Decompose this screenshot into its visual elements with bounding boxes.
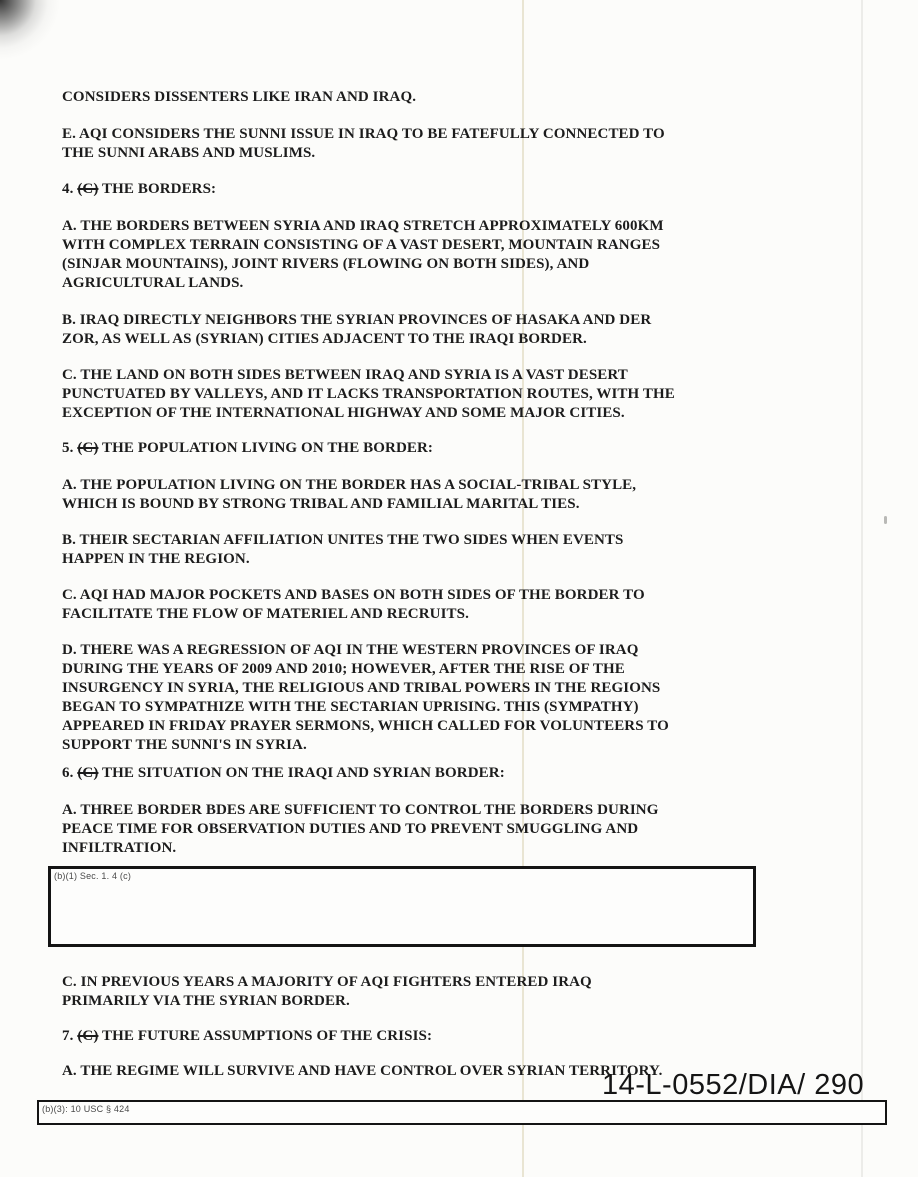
body-paragraph: [62, 366, 675, 423]
text-line: FACILITATE THE FLOW OF MATERIEL AND RECRUITS.: [62, 606, 469, 622]
text-line: INFILTRATION.: [62, 840, 177, 856]
text-line: A. THE POPULATION LIVING ON THE BORDER HAS A SOCIAL-TRIBAL STYLE,: [62, 477, 637, 493]
scan-speck-artifact: [884, 516, 887, 524]
body-paragraph: [62, 476, 636, 514]
text-line: EXCEPTION OF THE INTERNATIONAL HIGHWAY AND SOME MAJOR CITIES.: [62, 405, 625, 421]
section-heading: [62, 439, 433, 458]
body-paragraph: [62, 217, 664, 293]
section-number: 6.: [62, 765, 78, 781]
text-line: PUNCTUATED BY VALLEYS, AND IT LACKS TRANSPORTATION ROUTES, WITH THE: [62, 386, 675, 402]
section-title: THE FUTURE ASSUMPTIONS OF THE CRISIS:: [98, 1028, 433, 1044]
struck-classification-mark: (C): [77, 765, 99, 781]
struck-classification-mark: (C): [77, 440, 99, 456]
section-number: 4.: [62, 181, 78, 197]
text-line: A. THREE BORDER BDES ARE SUFFICIENT TO CONTROL THE BORDERS DURING: [62, 802, 659, 818]
text-line: SUPPORT THE SUNNI'S IN SYRIA.: [62, 737, 307, 753]
section-title: THE BORDERS:: [98, 181, 217, 197]
text-line: C. THE LAND ON BOTH SIDES BETWEEN IRAQ AND SYRIA IS A VAST DESERT: [62, 367, 628, 383]
text-line: WHICH IS BOUND BY STRONG TRIBAL AND FAMILIAL MARITAL TIES.: [62, 496, 580, 512]
section-number: 5.: [62, 440, 78, 456]
text-line: PEACE TIME FOR OBSERVATION DUTIES AND TO PREVENT SMUGGLING AND: [62, 821, 639, 837]
body-paragraph: [62, 801, 659, 858]
body-paragraph: [62, 531, 623, 569]
section-heading: [62, 180, 216, 199]
redaction-box: [48, 866, 756, 947]
section-heading: [62, 764, 505, 783]
struck-classification-mark: (C): [77, 181, 99, 197]
section-title: THE POPULATION LIVING ON THE BORDER:: [98, 440, 434, 456]
body-paragraph: [62, 88, 416, 107]
text-line: HAPPEN IN THE REGION.: [62, 551, 250, 567]
text-line: B. THEIR SECTARIAN AFFILIATION UNITES THE TWO SIDES WHEN EVENTS: [62, 532, 624, 548]
page-fold-line-right: [861, 0, 863, 1177]
section-title: THE SITUATION ON THE IRAQI AND SYRIAN BORDER:: [98, 765, 505, 781]
section-heading: [62, 1027, 432, 1046]
text-line: D. THERE WAS A REGRESSION OF AQI IN THE WESTERN PROVINCES OF IRAQ: [62, 642, 639, 658]
text-line: A. THE BORDERS BETWEEN SYRIA AND IRAQ STRETCH APPROXIMATELY 600KM: [62, 218, 664, 234]
text-line: APPEARED IN FRIDAY PRAYER SERMONS, WHICH CALLED FOR VOLUNTEERS TO: [62, 718, 669, 734]
body-paragraph: [62, 311, 651, 349]
text-line: B. IRAQ DIRECTLY NEIGHBORS THE SYRIAN PROVINCES OF HASAKA AND DER: [62, 312, 652, 328]
text-line: INSURGENCY IN SYRIA, THE RELIGIOUS AND TRIBAL POWERS IN THE REGIONS: [62, 680, 661, 696]
bates-number: 14-L-0552/DIA/ 290: [602, 1069, 865, 1101]
text-line: ZOR, AS WELL AS (SYRIAN) CITIES ADJACENT TO THE IRAQI BORDER.: [62, 331, 587, 347]
redaction-box: [37, 1100, 887, 1125]
body-paragraph: [62, 125, 665, 163]
text-line: CONSIDERS DISSENTERS LIKE IRAN AND IRAQ.: [62, 89, 417, 105]
text-line: PRIMARILY VIA THE SYRIAN BORDER.: [62, 993, 350, 1009]
scan-smudge-artifact: [0, 0, 80, 80]
text-line: (SINJAR MOUNTAINS), JOINT RIVERS (FLOWING ON BOTH SIDES), AND: [62, 256, 590, 272]
body-paragraph: [62, 586, 645, 624]
body-paragraph: [62, 1062, 662, 1081]
text-line: WITH COMPLEX TERRAIN CONSISTING OF A VAST DESERT, MOUNTAIN RANGES: [62, 237, 661, 253]
section-number: 7.: [62, 1028, 78, 1044]
text-line: C. IN PREVIOUS YEARS A MAJORITY OF AQI FIGHTERS ENTERED IRAQ: [62, 974, 592, 990]
text-line: A. THE REGIME WILL SURVIVE AND HAVE CONTROL OVER SYRIAN TERRITORY.: [62, 1063, 663, 1079]
text-line: C. AQI HAD MAJOR POCKETS AND BASES ON BOTH SIDES OF THE BORDER TO: [62, 587, 645, 603]
body-paragraph: [62, 641, 669, 755]
text-line: THE SUNNI ARABS AND MUSLIMS.: [62, 145, 316, 161]
text-line: AGRICULTURAL LANDS.: [62, 275, 244, 291]
body-paragraph: [62, 973, 592, 1011]
struck-classification-mark: (C): [77, 1028, 99, 1044]
text-line: DURING THE YEARS OF 2009 AND 2010; HOWEVER, AFTER THE RISE OF THE: [62, 661, 625, 677]
text-line: E. AQI CONSIDERS THE SUNNI ISSUE IN IRAQ TO BE FATEFULLY CONNECTED TO: [62, 126, 665, 142]
text-line: BEGAN TO SYMPATHIZE WITH THE SECTARIAN UPRISING. THIS (SYMPATHY): [62, 699, 639, 715]
redaction-exemption-label: (b)(1) Sec. 1. 4 (c): [54, 871, 132, 881]
redaction-exemption-label: (b)(3): 10 USC § 424: [42, 1104, 130, 1114]
